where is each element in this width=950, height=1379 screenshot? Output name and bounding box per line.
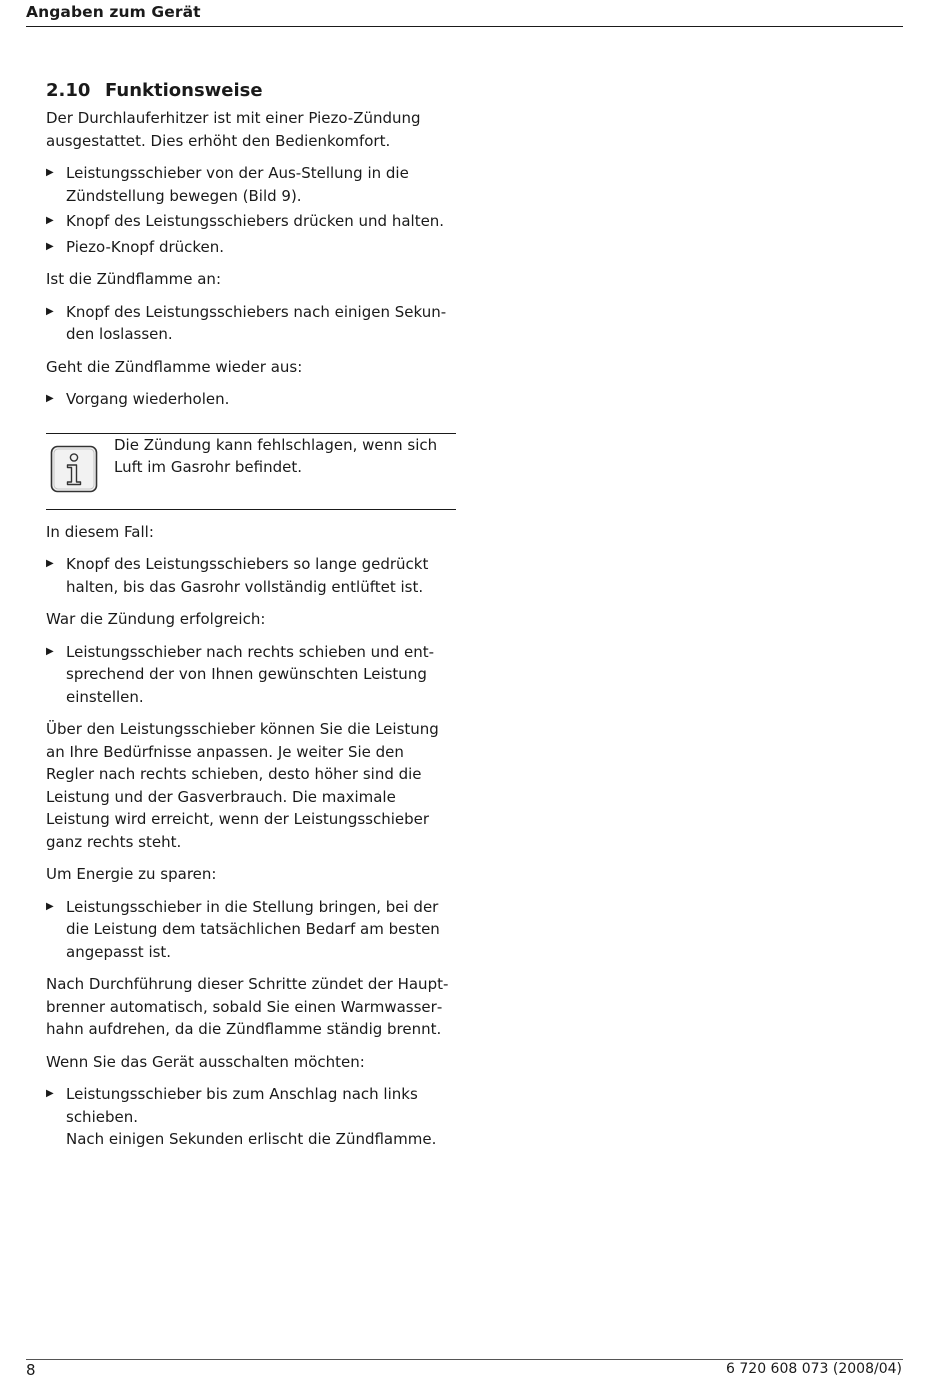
step-list-6 [46, 896, 456, 964]
step-list-1 [46, 162, 456, 258]
power-info-paragraph: Über den Leistungsschieber können Sie die Leistung an Ihre Bedürfnisse anpassen. Je weiter Sie den Regler nach rechts schieben, desto höher sind die Leistung und der Gasverbrauch. Die maximale Leistung wird erreicht, wenn der Leistungsschieber ganz rechts steht. [46, 720, 439, 851]
condition-flame-on: Ist die Zündflamme an: [46, 270, 221, 288]
bullet-triangle-icon: ▶ [46, 167, 54, 178]
list-item [46, 301, 456, 346]
step-list-3 [46, 388, 456, 411]
list-item [46, 162, 456, 207]
step-text: Knopf des Leistungsschiebers so lange gedrückt halten, bis das Gasrohr vollständig entlüftet ist. [66, 555, 429, 596]
page-number: 8 [26, 1361, 36, 1379]
footer-rule [26, 1359, 903, 1360]
running-header: Angaben zum Gerät [26, 3, 201, 21]
list-item [46, 896, 456, 964]
info-icon [50, 445, 98, 493]
step-text: Knopf des Leistungsschiebers drücken und halten. [66, 212, 445, 230]
list-item [46, 210, 456, 233]
after-steps-paragraph: Nach Durchführung dieser Schritte zündet der Hauptbrenner automatisch, sobald Sie einen Warmwasserhahn aufdrehen, da die Zündflamme ständig brennt. [46, 975, 449, 1038]
section-number: 2.10 [46, 80, 91, 101]
list-item [46, 388, 456, 411]
main-content [46, 78, 456, 1161]
turn-off-label: Wenn Sie das Gerät ausschalten möchten: [46, 1052, 365, 1071]
list-item [46, 236, 456, 259]
step-text: Leistungsschieber nach rechts schieben und entsprechend der von Ihnen gewünschten Leistung einstellen. [66, 642, 435, 706]
condition-flame-off: Geht die Zündflamme wieder aus: [46, 357, 303, 376]
bullet-triangle-icon: ▶ [46, 215, 54, 226]
section-heading [46, 78, 456, 104]
step-list-7 [46, 1083, 456, 1151]
intro-paragraph: Der Durchlauferhitzer ist mit einer Piezo-Zündung ausgestattet. Dies erhöht den Bedienkomfort. [46, 109, 421, 150]
list-item [46, 553, 456, 598]
bullet-triangle-icon: ▶ [46, 305, 54, 317]
bullet-triangle-icon: ▶ [46, 1088, 54, 1099]
step-text: Knopf des Leistungsschiebers nach einigen Sekunden loslassen. [66, 302, 447, 343]
bullet-triangle-icon: ▶ [46, 240, 54, 252]
step-result: Nach einigen Sekunden erlischt die Zündflamme. [66, 1130, 437, 1148]
note-text: Die Zündung kann fehlschlagen, wenn sich Luft im Gasrohr befindet. [114, 435, 438, 476]
step-text: Leistungsschieber von der Aus-Stellung in die Zündstellung bewegen (Bild 9). [66, 164, 409, 205]
list-item [46, 641, 456, 709]
step-list-4 [46, 553, 456, 598]
bullet-triangle-icon: ▶ [46, 645, 54, 657]
section-title: Funktionsweise [105, 80, 263, 101]
step-text: Vorgang wiederholen. [66, 390, 230, 408]
save-energy-label: Um Energie zu sparen: [46, 865, 217, 883]
step-list-5 [46, 641, 456, 709]
step-text: Leistungsschieber bis zum Anschlag nach links schieben. [66, 1085, 418, 1126]
bullet-triangle-icon: ▶ [46, 900, 54, 912]
list-item [46, 1083, 456, 1151]
document-id: 6 720 608 073 (2008/04) [726, 1361, 902, 1377]
header-rule [26, 26, 903, 27]
case-label: In diesem Fall: [46, 522, 154, 541]
success-label: War die Zündung erfolgreich: [46, 610, 266, 628]
bullet-triangle-icon: ▶ [46, 393, 54, 404]
step-text: Leistungsschieber in die Stellung bringen, bei der die Leistung dem tatsächlichen Bedarf am besten angepasst ist. [66, 897, 440, 961]
info-note [46, 433, 456, 510]
step-list-2 [46, 301, 456, 346]
step-text: Piezo-Knopf drücken. [66, 237, 225, 256]
bullet-triangle-icon: ▶ [46, 558, 54, 569]
